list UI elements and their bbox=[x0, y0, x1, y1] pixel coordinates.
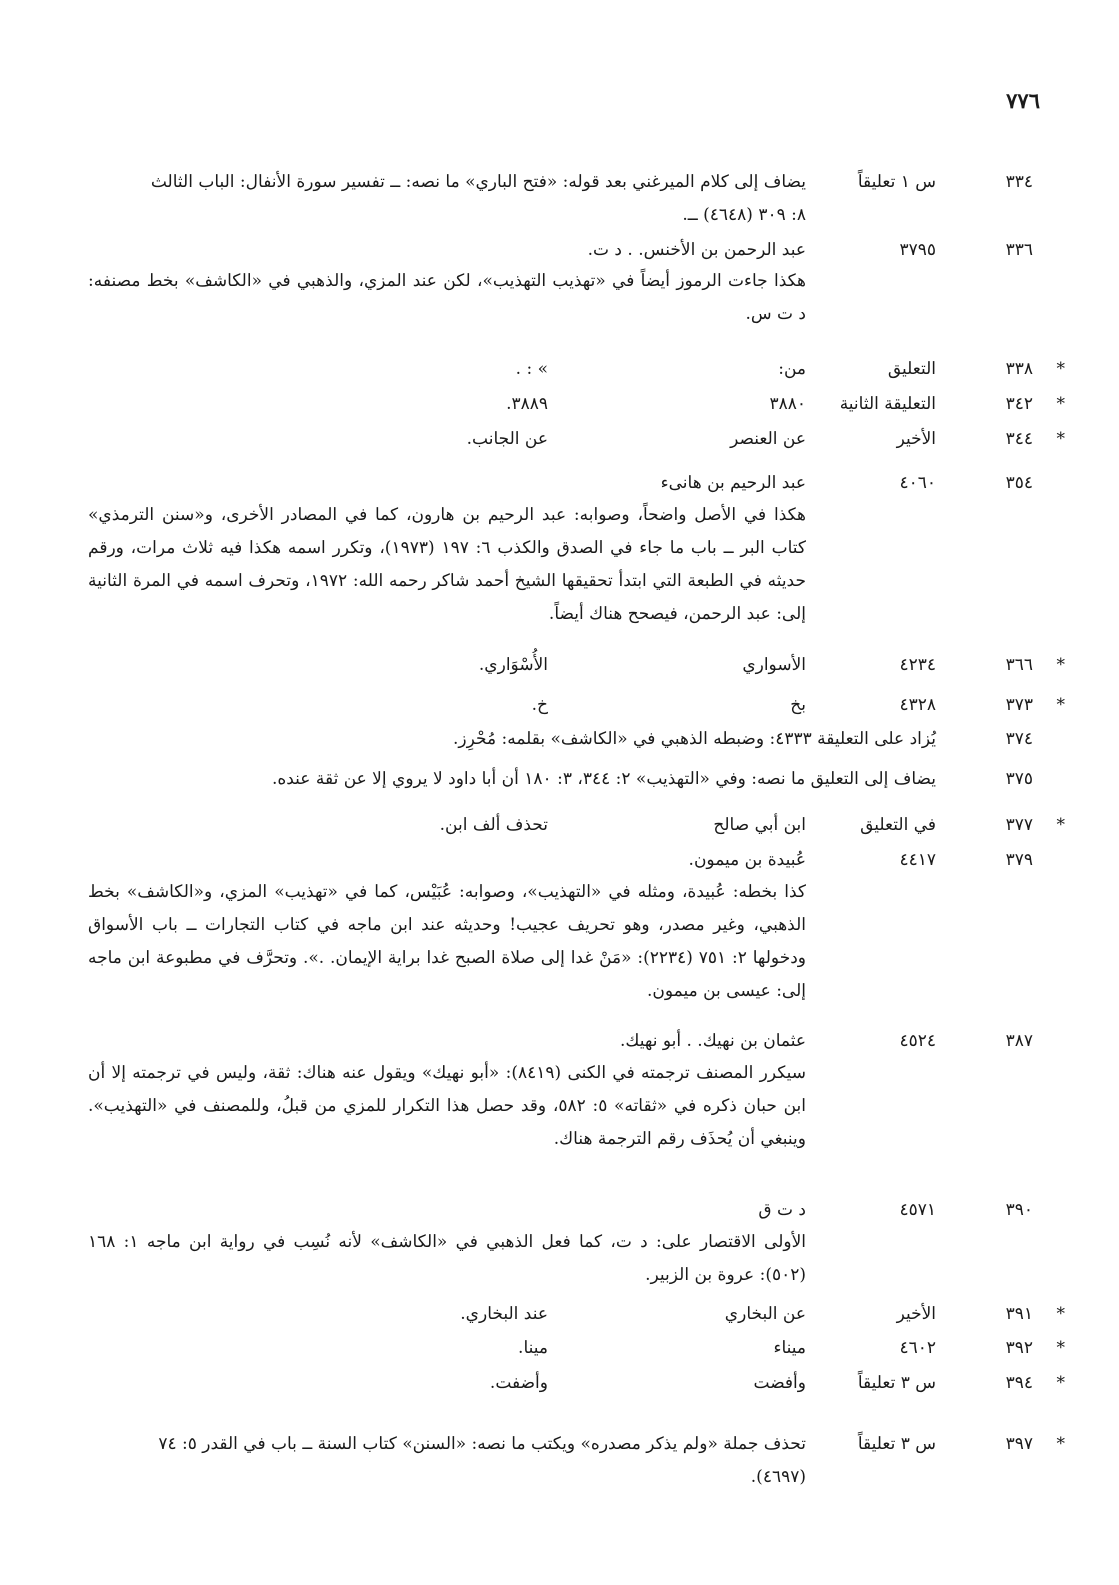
entry-wrong-text: ابن أبي صالح bbox=[713, 815, 806, 835]
errata-entry bbox=[0, 762, 1119, 796]
entry-reference: التعليق bbox=[887, 359, 936, 379]
star-marker: * bbox=[1056, 1373, 1065, 1393]
entry-page: ٣٣٨ bbox=[1005, 359, 1033, 379]
entry-page: ٣٧٤ bbox=[1005, 729, 1033, 749]
entry-full-text: يضاف إلى التعليق ما نصه: وفي «التهذيب» ٢: ٣٤٤، ٣: ١٨٠ أن أبا داود لا يروي إلا عن ثقة عنده. bbox=[271, 769, 936, 789]
star-marker: * bbox=[1056, 655, 1065, 675]
entry-page: ٣٩١ bbox=[1005, 1304, 1033, 1324]
errata-entry bbox=[0, 1024, 1119, 1058]
errata-entry bbox=[0, 1297, 1119, 1331]
entry-page: ٣٤٤ bbox=[1005, 429, 1033, 449]
entry-text: عبد الرحمن بن الأخنس. . د ت. bbox=[587, 240, 806, 260]
star-marker: * bbox=[1056, 1304, 1065, 1324]
entry-note: الأولى الاقتصار على: د ت، كما فعل الذهبي في «الكاشف» لأنه نُسِب في رواية ابن ماجه ١: ١٦٨ (٥٠٢): عروة بن الزبير. bbox=[88, 1232, 806, 1285]
entry-reference: ٤٦٠٢ bbox=[899, 1338, 936, 1358]
entry-wrong-text: من: bbox=[778, 359, 806, 379]
entry-page: ٣٧٧ bbox=[1005, 815, 1033, 835]
entry-page: ٣٧٣ bbox=[1005, 695, 1033, 715]
star-marker: * bbox=[1056, 815, 1065, 835]
entry-page: ٣٩٧ bbox=[1005, 1434, 1033, 1454]
entry-note: سيكرر المصنف ترجمته في الكنى (٨٤١٩): «أبو نهيك» ويقول عنه هناك: ثقة، وليس في ترجمته إلا أن ابن حبان ذكره في «ثقاته» ٥: ٥٨٢، وقد حصل هذا التكرار للمزي من قبلُ، وللمصنف في «التهذيب». وينبغي أن يُحذَف رقم الترجمة هناك. bbox=[88, 1063, 806, 1149]
entry-reference: ٣٧٩٥ bbox=[899, 240, 936, 260]
entry-page: ٣٩٤ bbox=[1005, 1373, 1033, 1393]
entry-text: عبد الرحيم بن هانىء bbox=[660, 473, 806, 493]
entry-full-text: يُزاد على التعليقة ٤٣٣٣: وضبطه الذهبي في «الكاشف» بقلمه: مُحْرِز. bbox=[453, 729, 936, 749]
entry-reference: الأخير bbox=[896, 429, 936, 449]
entry-note: كذا بخطه: عُبيدة، ومثله في «التهذيب»، وصوابه: عُبَيْس، كما في «تهذيب» المزي، و«الكاشف» بخط الذهبي، وغير مصدر، وهو تحريف عجيب! وحديثه عند ابن ماجه في كتاب التجارات ــ باب الأسواق ودخولها ٢: ٧٥١ (٢٢٣٤): «مَنْ غدا إلى صلاة الصبح غدا براية الإيمان. .». وتحرَّف في مطبوعة ابن ماجه إلى: عيسى بن ميمون. bbox=[88, 882, 806, 1001]
star-marker: * bbox=[1056, 1338, 1065, 1358]
entry-reference: ٤٥٧١ bbox=[899, 1200, 936, 1220]
star-marker: * bbox=[1056, 394, 1065, 414]
entry-wrong-text: ٣٨٨٠ bbox=[769, 394, 806, 414]
errata-entry bbox=[0, 1366, 1119, 1400]
entry-correction: ٣٨٨٩. bbox=[506, 394, 548, 414]
errata-entry bbox=[0, 722, 1119, 756]
entry-text: د ت ق bbox=[758, 1200, 806, 1220]
errata-entry bbox=[0, 843, 1119, 877]
entry-reference: التعليقة الثانية bbox=[839, 394, 936, 414]
entry-reference: ٤٤١٧ bbox=[899, 850, 936, 870]
entry-reference: ٤٢٣٤ bbox=[899, 655, 936, 675]
entry-reference: الأخير bbox=[896, 1304, 936, 1324]
entry-note: هكذا جاءت الرموز أيضاً في «تهذيب التهذيب»، لكن عند المزي، والذهبي في «الكاشف» بخط مصنفه: د ت س. bbox=[88, 271, 806, 324]
page-number: ٧٧٦ bbox=[1006, 88, 1040, 113]
entry-correction: » : . bbox=[515, 359, 548, 379]
entry-note: هكذا في الأصل واضحاً، وصوابه: عبد الرحيم بن هارون، كما في المصادر الأخرى، و«سنن الترمذي» كتاب البر ــ باب ما جاء في الصدق والكذب ٦: ١٩٧ (١٩٧٣)، وتكرر اسمه هكذا فيه ثلاث مرات، ورقم حديثه في الطبعة التي ابتدأ تحقيقها الشيخ أحمد شاكر رحمه الله: ١٩٧٢، وتحرف اسمه في المرة الثانية إلى: عبد الرحمن، فيصحح هناك أيضاً. bbox=[88, 505, 806, 624]
errata-entry bbox=[0, 165, 1119, 199]
entry-correction: خ. bbox=[531, 695, 548, 715]
entry-wrong-text: بخ bbox=[790, 695, 806, 715]
entry-wrong-text: عن العنصر bbox=[730, 429, 806, 449]
errata-entry bbox=[0, 422, 1119, 456]
errata-entry bbox=[0, 466, 1119, 500]
entry-correction: عن الجانب. bbox=[466, 429, 548, 449]
entry-page: ٣٩٠ bbox=[1005, 1200, 1033, 1220]
entry-reference: س ٣ تعليقاً bbox=[857, 1373, 936, 1393]
entry-page: ٣٣٦ bbox=[1005, 240, 1033, 260]
entry-correction: الأُسْوَاري. bbox=[478, 655, 548, 675]
entry-correction: عند البخاري. bbox=[460, 1304, 548, 1324]
entry-page: ٣٣٤ bbox=[1005, 172, 1033, 192]
entry-page: ٣٧٩ bbox=[1005, 850, 1033, 870]
entry-correction: تحذف ألف ابن. bbox=[439, 815, 548, 835]
entry-reference: في التعليق bbox=[860, 815, 936, 835]
entry-reference: ٤٣٢٨ bbox=[899, 695, 936, 715]
errata-entry-continuation bbox=[0, 1460, 1119, 1494]
star-marker: * bbox=[1056, 429, 1065, 449]
entry-page: ٣٦٦ bbox=[1005, 655, 1033, 675]
star-marker: * bbox=[1056, 695, 1065, 715]
errata-entry bbox=[0, 1331, 1119, 1365]
entry-reference: س ١ تعليقاً bbox=[857, 172, 936, 192]
errata-entry bbox=[0, 387, 1119, 421]
entry-correction: مينا. bbox=[518, 1338, 548, 1358]
entry-wrong-text: عن البخاري bbox=[724, 1304, 806, 1324]
errata-entry bbox=[0, 233, 1119, 267]
star-marker: * bbox=[1056, 359, 1065, 379]
entry-reference: ٤٠٦٠ bbox=[899, 473, 936, 493]
errata-entry bbox=[0, 352, 1119, 386]
errata-entry bbox=[0, 1427, 1119, 1461]
entry-page: ٣٩٢ bbox=[1005, 1338, 1033, 1358]
entry-text-continued: (٤٦٩٧). bbox=[750, 1467, 806, 1487]
entry-wrong-text: الأسواري bbox=[742, 655, 806, 675]
errata-entry bbox=[0, 808, 1119, 842]
entry-text: عُبيدة بن ميمون. bbox=[688, 850, 806, 870]
errata-entry bbox=[0, 688, 1119, 722]
errata-entry-continuation bbox=[0, 198, 1119, 232]
entry-text: يضاف إلى كلام الميرغني بعد قوله: «فتح الباري» ما نصه: ــ تفسير سورة الأنفال: الباب الثالث bbox=[150, 172, 806, 192]
errata-entry bbox=[0, 648, 1119, 682]
entry-reference: ٤٥٢٤ bbox=[899, 1031, 936, 1051]
entry-page: ٣٥٤ bbox=[1005, 473, 1033, 493]
star-marker: * bbox=[1056, 1434, 1065, 1454]
entry-wrong-text: ميناء bbox=[773, 1338, 806, 1358]
entry-reference: س ٣ تعليقاً bbox=[857, 1434, 936, 1454]
entry-text: تحذف جملة «ولم يذكر مصدره» ويكتب ما نصه: «السنن» كتاب السنة ــ باب في القدر ٥: ٧٤ bbox=[158, 1434, 806, 1454]
entry-page: ٣٤٢ bbox=[1005, 394, 1033, 414]
entry-page: ٣٧٥ bbox=[1005, 769, 1033, 789]
errata-entry bbox=[0, 1193, 1119, 1227]
entry-text: عثمان بن نهيك. . أبو نهيك. bbox=[620, 1031, 806, 1051]
entry-correction: وأضفت. bbox=[489, 1373, 548, 1393]
entry-page: ٣٨٧ bbox=[1005, 1031, 1033, 1051]
entry-text-continued: ٨: ٣٠٩ (٤٦٤٨) ــ. bbox=[682, 205, 806, 225]
entry-wrong-text: وأفضت bbox=[753, 1373, 806, 1393]
